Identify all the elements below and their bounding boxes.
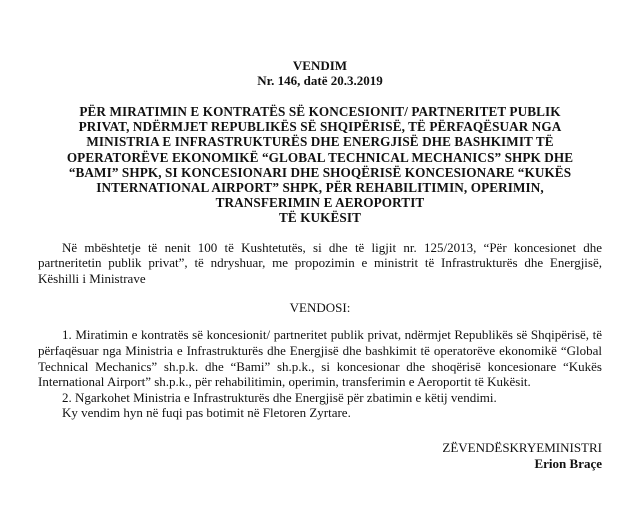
signature-block [442, 440, 602, 472]
subject-line: OPERATORËVE EKONOMIKË “GLOBAL TECHNICAL MECHANICS” SHPK DHE [66, 149, 574, 165]
subject-line: INTERNATIONAL AIRPORT” SHPK, PËR REHABILITIMIN, OPERIMIN, [96, 180, 544, 196]
signatory-role: ZËVENDËSKRYEMINISTRI [442, 440, 602, 455]
decides-heading: VENDOSI: [289, 300, 351, 316]
signatory-name: Erion Braçe [534, 456, 602, 471]
subject-line: “BAMI” SHPK, SI KONCESIONARI DHE SHOQËRISË KONCESIONARE “KUKËS [68, 164, 572, 180]
subject-line: TRANSFERIMIN E AEROPORTIT [215, 195, 425, 211]
decision-subject [38, 104, 602, 226]
subject-line: MINISTRIA E INFRASTRUKTURËS DHE ENERGJISË DHE BASHKIMIT TË [86, 134, 554, 150]
subject-line: PËR MIRATIMIN E KONTRATËS SË KONCESIONIT/ PARTNERITET PUBLIK [79, 104, 561, 119]
decision-item: 1. Miratimin e kontratës së koncesionit/ partneritet publik privat, ndërmjet Republikës së Shqipërisë, të përfaqësuar nga Ministria e Infrastrukturës dhe Energjisë dhe bashkimit të operatorëve ekonomikë “Global Technical Mechanics” sh.p.k. dhe “Bami” sh.p.k., si koncesionar dhe shoqërisë koncesionare “Kukës International Airport” sh.p.k., për rehabilitimin, operimin, transferimin e Aeroportit të Kukësit. [38, 327, 602, 390]
decision-title: VENDIM [292, 58, 348, 73]
subject-line: TË KUKËSIT [279, 210, 361, 226]
decision-items [38, 327, 602, 421]
decision-closing: Ky vendim hyn në fuqi pas botimit në Fletoren Zyrtare. [62, 405, 351, 421]
subject-line: PRIVAT, NDËRMJET REPUBLIKËS SË SHQIPËRISË, TË PËRFAQËSUAR NGA [78, 119, 562, 135]
decision-header [38, 0, 602, 226]
decision-number: Nr. 146, datë 20.3.2019 [257, 73, 383, 88]
decision-item: 2. Ngarkohet Ministria e Infrastrukturës dhe Energjisë për zbatimin e këtij vendimi. [62, 389, 497, 405]
preamble-paragraph: Në mbështetje të nenit 100 të Kushtetutës, si dhe të ligjit nr. 125/2013, “Për koncesionet dhe partneritetin publik privat”, të ndryshuar, me propozimin e ministrit të Infrastrukturës dhe Energjisë, Këshilli i Ministrave [38, 239, 602, 286]
